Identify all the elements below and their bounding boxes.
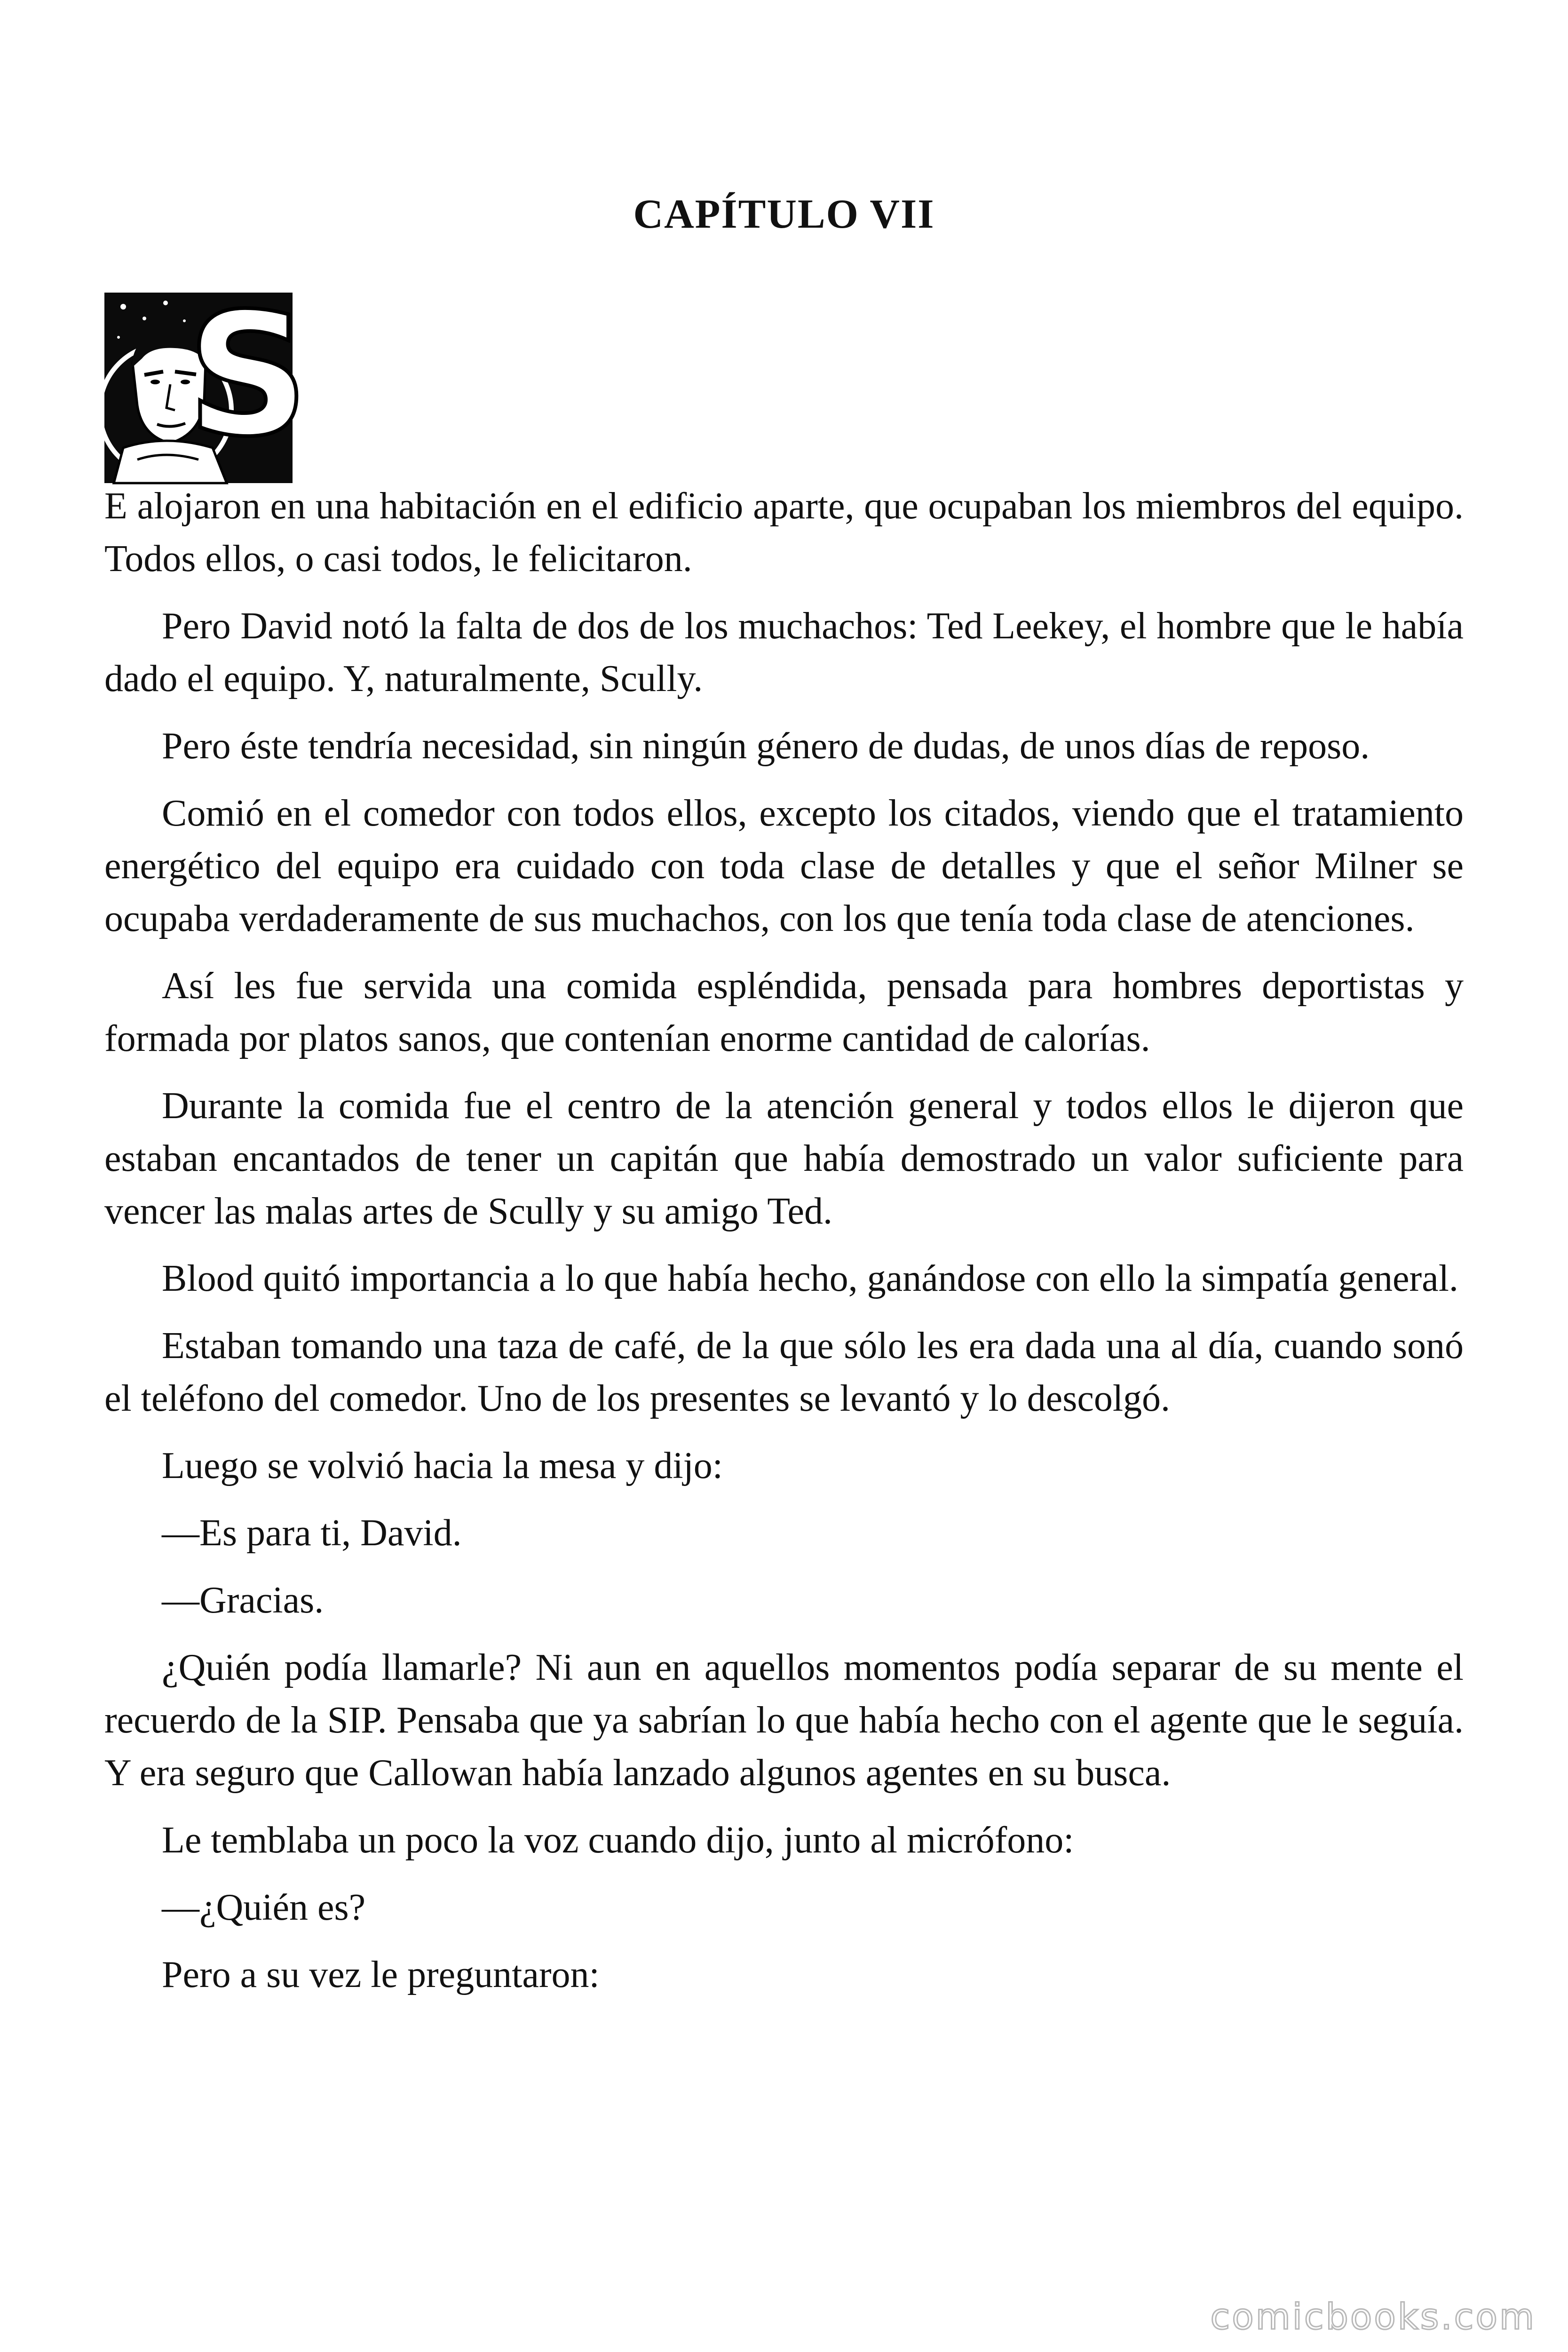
drop-cap-letter: S <box>187 277 309 474</box>
paragraph: Comió en el comedor con todos ellos, excepto los citados, viendo que el tratamiento energético del equipo era cuidado con toda clase de detalles y que el señor Milner se ocupaba verdaderamente de sus muchachos, con los que tenía toda clase de atenciones. <box>104 793 1464 939</box>
paragraph: —Gracias. <box>162 1580 324 1621</box>
chapter-title: CAPÍTULO VII <box>633 191 935 237</box>
paragraph: Blood quitó importancia a lo que había hecho, ganándose con ello la simpatía general. <box>162 1258 1458 1299</box>
paragraph: Le temblaba un poco la voz cuando dijo, junto al micrófono: <box>162 1820 1074 1861</box>
paragraph: Estaban tomando una taza de café, de la que sólo les era dada una al día, cuando sonó el teléfono del comedor. Uno de los presentes se levantó y lo descolgó. <box>104 1325 1464 1419</box>
paragraph: Pero a su vez le preguntaron: <box>162 1954 600 1995</box>
paragraph: —Es para ti, David. <box>162 1512 462 1554</box>
watermark: comicbooks.com <box>1210 2296 1536 2337</box>
paragraph: E alojaron en una habitación en el edificio aparte, que ocupaban los miembros del equipo. Todos ellos, o casi todos, le felicitaron. <box>104 485 1464 580</box>
astronaut-portrait-icon <box>104 277 309 483</box>
paragraph: —¿Quién es? <box>162 1887 366 1928</box>
paragraph: Así les fue servida una comida espléndida, pensada para hombres deportistas y formada por platos sanos, que contenían enorme cantidad de calorías. <box>104 965 1464 1059</box>
paragraph: Pero David notó la falta de dos de los muchachos: Ted Leekey, el hombre que le había dado el equipo. Y, naturalmente, Scully. <box>104 605 1464 699</box>
body-text <box>104 480 1464 2016</box>
drop-cap-illustration <box>104 277 309 483</box>
paragraph: Durante la comida fue el centro de la atención general y todos ellos le dijeron que estaban encantados de tener un capitán que había demostrado un valor suficiente para vencer las malas artes de Scully y su amigo Ted. <box>104 1085 1464 1232</box>
paragraph: Luego se volvió hacia la mesa y dijo: <box>162 1445 723 1486</box>
paragraph: ¿Quién podía llamarle? Ni aun en aquellos momentos podía separar de su mente el recuerdo de la SIP. Pensaba que ya sabrían lo que había hecho con el agente que le seguía. Y era seguro que Callowan había lanzado algunos agentes en su busca. <box>104 1647 1464 1794</box>
paragraph: Pero éste tendría necesidad, sin ningún género de dudas, de unos días de reposo. <box>162 725 1370 767</box>
